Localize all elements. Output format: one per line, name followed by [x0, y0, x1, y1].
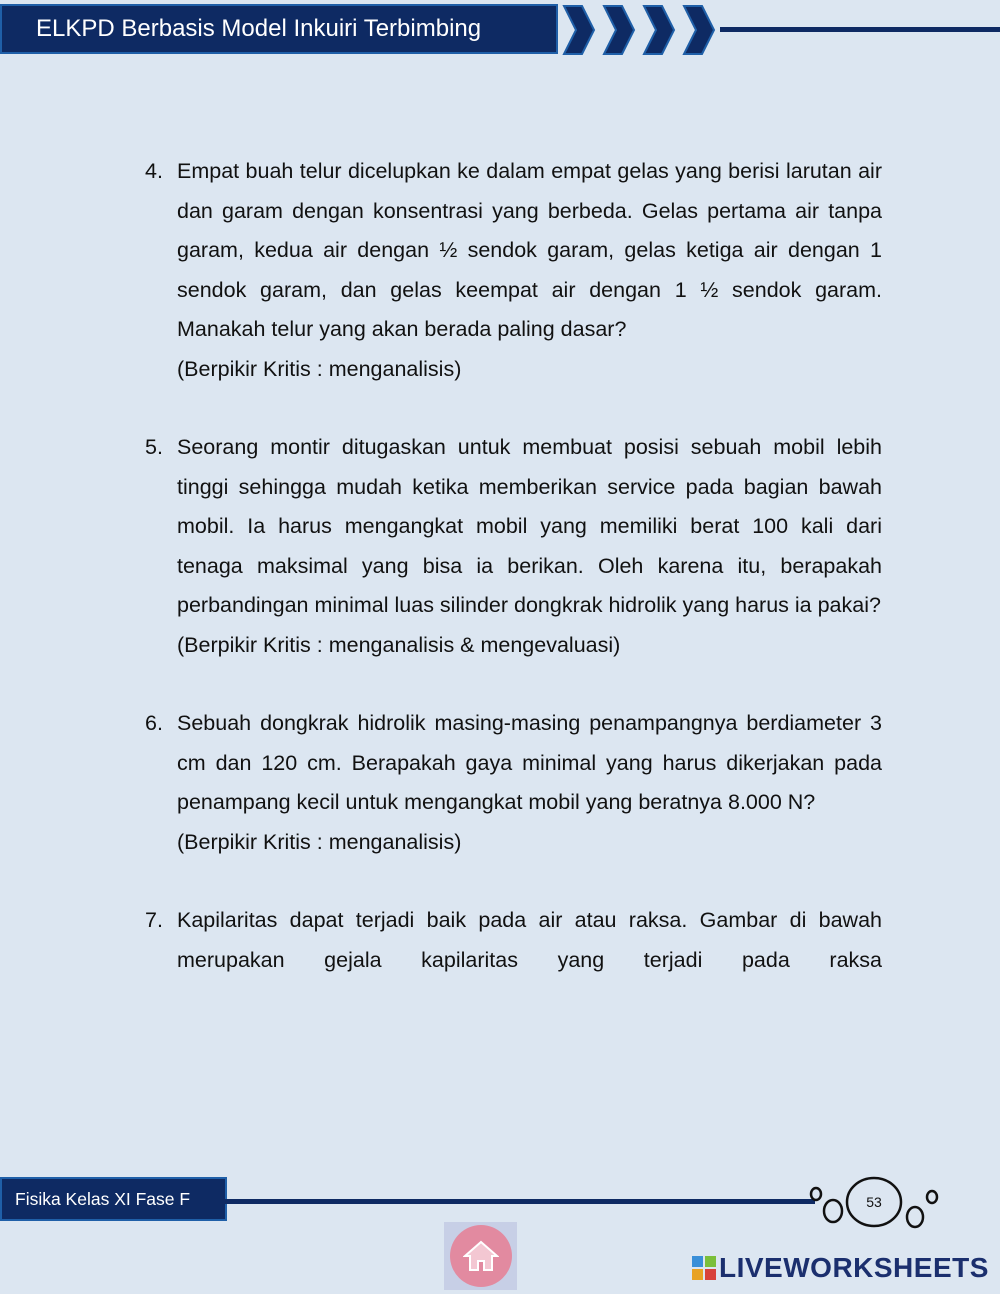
- footer-line-and-bubbles-decoration: [225, 1175, 945, 1235]
- question-text: Empat buah telur dicelupkan ke dalam empat gelas yang berisi larutan air dan garam dengan konsentrasi yang berbeda. Gelas pertama air tanpa garam, kedua air dengan ½ sendok garam, gelas ketiga air dengan 1 sendok garam, dan gelas keempat air dengan 1 ½ sendok garam. Manakah telur yang akan berada paling dasar?: [177, 159, 882, 341]
- header-bar: [0, 4, 558, 54]
- brand-name: LIVEWORKSHEETS: [719, 1252, 989, 1283]
- question-4: [145, 152, 882, 389]
- question-skill-tag: (Berpikir Kritis : menganalisis): [177, 829, 462, 854]
- question-number: 6.: [145, 711, 163, 735]
- question-skill-tag: (Berpikir Kritis : menganalisis): [177, 356, 462, 381]
- footer-label: Fisika Kelas XI Fase F: [15, 1188, 191, 1209]
- page-number: 53: [866, 1194, 882, 1210]
- header-title: ELKPD Berbasis Model Inkuiri Terbimbing: [36, 15, 482, 42]
- question-6: [145, 704, 882, 862]
- home-button[interactable]: [450, 1225, 512, 1287]
- question-text: Sebuah dongkrak hidrolik masing-masing penampangnya berdiameter 3 cm dan 120 cm. Berapakah gaya minimal yang harus dikerjakan pada penampang kecil untuk mengangkat mobil yang beratnya 8.000 N?: [177, 711, 882, 814]
- question-number: 5.: [145, 435, 163, 459]
- home-button-tile: [444, 1222, 517, 1290]
- question-skill-tag: (Berpikir Kritis : menganalisis & mengevaluasi): [177, 632, 621, 657]
- question-list: [145, 152, 882, 1019]
- header-chevrons-decoration: [558, 0, 1000, 60]
- liveworksheets-logo: [692, 1252, 989, 1284]
- question-5: [145, 428, 882, 665]
- question-text: Kapilaritas dapat terjadi baik pada air atau raksa. Gambar di bawah merupakan gejala kapilaritas yang terjadi pada raksa: [177, 908, 882, 972]
- question-text: Seorang montir ditugaskan untuk membuat posisi sebuah mobil lebih tinggi sehingga mudah ketika memberikan service pada bagian bawah mobil. Ia harus mengangkat mobil yang memiliki berat 100 kali dari tenaga maksimal yang bisa ia berikan. Oleh karena itu, berapakah perbandingan minimal luas silinder dongkrak hidrolik yang harus ia pakai?: [177, 435, 882, 617]
- question-7: [145, 901, 882, 980]
- question-number: 7.: [145, 908, 163, 932]
- question-number: 4.: [145, 159, 163, 183]
- liveworksheets-logo-icon: [692, 1256, 716, 1280]
- home-icon: [463, 1239, 499, 1273]
- footer-bar: [0, 1177, 227, 1221]
